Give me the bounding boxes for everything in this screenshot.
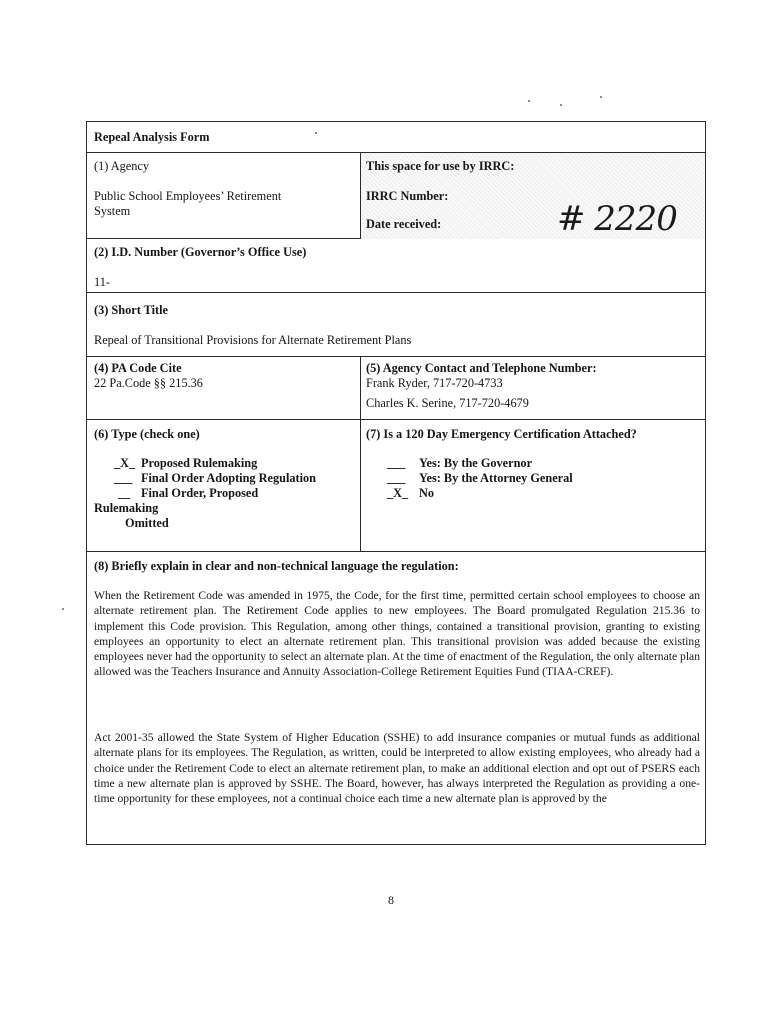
contact-line1: Frank Ryder, 717-720-4733 <box>366 376 503 390</box>
irrc-use-box <box>360 153 705 239</box>
emergency-heading: (7) Is a 120 Day Emergency Certification Attached? <box>366 427 637 441</box>
type-option-label-0: Proposed Rulemaking <box>141 456 258 470</box>
contact-cell <box>360 357 705 419</box>
emergency-option-mark-1: ___ <box>387 471 406 485</box>
irrc-date-label: Date received: <box>366 217 442 231</box>
short-title-heading: (3) Short Title <box>94 303 169 317</box>
pa-code-heading: (4) PA Code Cite <box>94 361 182 375</box>
emergency-option-mark-2: _X_ <box>387 486 409 500</box>
pa-code-value: 22 Pa.Code §§ 215.36 <box>94 376 203 390</box>
type-omitted: Omitted <box>125 516 169 530</box>
form-bottom-rule <box>86 844 706 845</box>
scan-speck <box>62 608 64 610</box>
type-option-label-1: Final Order Adopting Regulation <box>141 471 317 485</box>
contact-line2: Charles K. Serine, 717-720-4679 <box>366 396 529 410</box>
irrc-heading: This space for use by IRRC: <box>366 159 515 173</box>
type-option-label-2: Final Order, Proposed <box>141 486 259 500</box>
scan-speck <box>600 96 602 98</box>
explain-paragraph-1: When the Retirement Code was amended in 1975, the Code, for the first time, permitted certain school employees to choose an alternate retirement plan. The Retirement Code applies to new employees. The Board promulgated Regulation 215.36 to implement this Code provision. This Regulation, among other things, contained a transitional provision, granting to existing employees an opportunity to elect an alternate retirement plan. This transitional provision was added because the existing employees never had the opportunity to select an alternate plan. At the time of enactment of the Regulation, the only alternate plan allowed was the Teachers Insurance and Annuity Association-College Retirement Equities Fund (TIAA-CREF). <box>94 589 700 679</box>
short-title-row <box>87 293 705 357</box>
type-option-mark-1: ___ <box>114 471 133 485</box>
type-heading: (6) Type (check one) <box>94 427 200 441</box>
page-number: 8 <box>388 893 394 907</box>
type-rulemaking: Rulemaking <box>94 501 159 515</box>
agency-name-line2: System <box>94 204 131 218</box>
contact-heading: (5) Agency Contact and Telephone Number: <box>366 361 597 375</box>
emergency-option-label-0: Yes: By the Governor <box>419 456 533 470</box>
id-number-row <box>87 239 705 293</box>
explain-heading: (8) Briefly explain in clear and non-technical language the regulation: <box>94 559 459 573</box>
irrc-handwritten-number: # 2220 <box>557 199 677 239</box>
agency-name-line1: Public School Employees’ Retirement <box>94 189 282 203</box>
explain-row <box>87 552 705 846</box>
agency-heading: (1) Agency <box>94 159 149 173</box>
emergency-option-mark-0: ___ <box>387 456 406 470</box>
scan-speck <box>528 100 530 102</box>
form-title-row <box>87 122 705 153</box>
scan-speck <box>560 104 562 106</box>
type-option-mark-2: __ <box>118 486 131 500</box>
repeal-analysis-form <box>86 121 706 845</box>
emergency-cell <box>360 420 705 551</box>
type-option-mark-0: _X_ <box>114 456 136 470</box>
type-emergency-row <box>87 420 705 552</box>
explain-paragraph-2: Act 2001-35 allowed the State System of Higher Education (SSHE) to add insurance companies or mutual funds as additional alternate plans for its employees. The Regulation, as written, could be interpreted to allow existing employees, who already had a choice under the Retirement Code to elect an alternate retirement plan, to make an additional election and opt out of PSERS each time a new alternate plan is approved by SSHE. The Board, however, has always interpreted the Regulation as providing a one-time opportunity for these employees, not a continual choice each time a new alternate plan is approved by the <box>94 731 700 806</box>
form-title: Repeal Analysis Form <box>94 130 210 144</box>
emergency-option-label-2: No <box>419 486 435 500</box>
id-number-heading: (2) I.D. Number (Governor’s Office Use) <box>94 245 307 259</box>
id-number-value: 11- <box>94 275 110 289</box>
emergency-option-label-1: Yes: By the Attorney General <box>419 471 573 485</box>
irrc-number-label: IRRC Number: <box>366 189 449 203</box>
agency-row <box>87 153 705 239</box>
code-contact-row <box>87 357 705 420</box>
short-title-value: Repeal of Transitional Provisions for Alternate Retirement Plans <box>94 333 412 347</box>
